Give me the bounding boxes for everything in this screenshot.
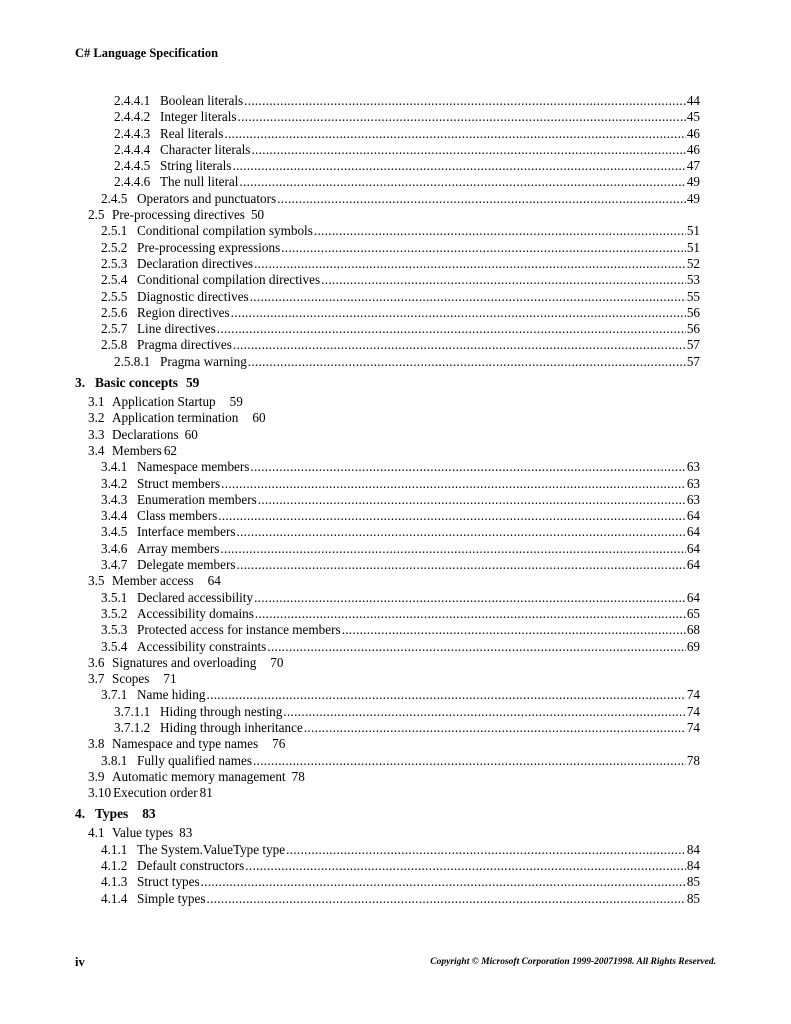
dot-leader: [250, 459, 685, 475]
dot-leader: [342, 622, 686, 638]
toc-entry-title: Delegate members: [137, 557, 236, 573]
toc-entry-number: 3.7.1.1: [114, 703, 151, 719]
toc-entry[interactable]: [0, 639, 700, 655]
toc-entry-title: Enumeration members: [137, 491, 257, 507]
dot-leader: [248, 354, 686, 370]
dot-leader: [239, 174, 685, 190]
toc-entry-title: Real literals: [160, 125, 224, 141]
toc-entry[interactable]: [0, 687, 700, 703]
toc-entry-title: Pre-processing expressions: [137, 239, 281, 255]
toc-entry-title: Boolean literals: [160, 93, 244, 108]
toc-entry[interactable]: [0, 720, 700, 736]
toc-entry[interactable]: [0, 427, 700, 443]
dot-leader: [224, 126, 685, 142]
toc-entry[interactable]: [0, 240, 700, 256]
toc-entry[interactable]: [0, 492, 700, 508]
toc-entry-number: 2.4.5: [101, 190, 128, 206]
toc-entry-page: 51: [686, 239, 700, 255]
toc-entry-page: 56: [686, 321, 700, 337]
toc-entry-number: 2.4.4.1: [114, 93, 151, 108]
dot-leader: [283, 704, 685, 720]
toc-entry-number: 4.1.1: [101, 841, 128, 857]
toc-entry-page: 50: [250, 207, 265, 223]
toc-entry-page: 84: [686, 858, 700, 874]
toc-entry-number: 4.1.3: [101, 874, 128, 890]
toc-entry[interactable]: [0, 272, 700, 288]
toc-entry-number: 2.5.3: [101, 255, 128, 271]
toc-entry[interactable]: [0, 459, 700, 475]
toc-entry-page: 63: [686, 459, 700, 475]
toc-entry-number: 3.4.7: [101, 557, 128, 573]
toc-entry[interactable]: [0, 337, 700, 353]
toc-entry-number: 4.1.4: [101, 890, 128, 906]
toc-entry-title: Region directives: [137, 304, 230, 320]
toc-entry-number: 4.1: [88, 825, 105, 841]
toc-entry-page: 60: [252, 410, 266, 426]
toc-entry-number: 2.5.8: [101, 337, 128, 353]
toc-entry-number: 3.2: [88, 410, 105, 426]
dot-leader: [254, 590, 686, 606]
toc-entry-page: 60: [184, 426, 198, 442]
toc-entry-title: Interface members: [137, 524, 236, 540]
toc-entry-page: 59: [229, 394, 243, 410]
dot-leader: [238, 109, 686, 125]
toc-entry[interactable]: [0, 891, 700, 907]
toc-entry-page: 55: [686, 288, 700, 304]
toc-entry-page: 64: [686, 524, 700, 540]
toc-entry[interactable]: [0, 476, 700, 492]
toc-entry-number: 3.4.1: [101, 459, 128, 475]
toc-entry[interactable]: [0, 842, 700, 858]
dot-leader: [254, 256, 686, 272]
toc-entry-title: Operators and punctuators: [137, 190, 277, 206]
toc-entry-title: Accessibility constraints: [137, 638, 267, 654]
toc-entry-number: 3.4.5: [101, 524, 128, 540]
dot-leader: [231, 305, 686, 321]
dot-leader: [277, 191, 686, 207]
toc-entry-page: 76: [272, 736, 286, 752]
toc-entry-number: 2.5.1: [101, 223, 128, 239]
toc-entry[interactable]: [0, 606, 700, 622]
toc-entry-page: 64: [207, 573, 221, 589]
toc-entry[interactable]: [0, 443, 700, 459]
toc-entry-number: 3.5.2: [101, 605, 128, 621]
toc-entry-title: The System.ValueType type: [137, 841, 286, 857]
toc-entry-page: 85: [686, 890, 700, 906]
dot-leader: [253, 753, 686, 769]
toc-entry[interactable]: [0, 785, 700, 801]
dot-leader: [218, 508, 686, 524]
dot-leader: [321, 272, 686, 288]
toc-entry-title: Integer literals: [160, 109, 237, 125]
toc-entry-number: 3.9: [88, 768, 105, 784]
toc-entry[interactable]: [0, 508, 700, 524]
toc-entry[interactable]: [0, 524, 700, 540]
toc-entry-page: 74: [686, 703, 700, 719]
toc-entry-page: 64: [686, 589, 700, 605]
toc-entry-page: 51: [686, 223, 700, 239]
toc-entry-title: Namespace members: [137, 459, 250, 475]
toc-entry[interactable]: [0, 126, 700, 142]
dot-leader: [236, 524, 685, 540]
toc-entry-number: 3.10: [88, 785, 112, 801]
toc-entry[interactable]: [0, 109, 700, 125]
page-number: iv: [75, 955, 85, 969]
toc-entry[interactable]: [0, 174, 700, 190]
toc-entry-title: Application termination: [112, 410, 239, 426]
toc-entry-page: 85: [686, 874, 700, 890]
dot-leader: [245, 858, 686, 874]
toc-entry-title: Value types: [112, 825, 174, 841]
toc-entry-title: Hiding through inheritance: [160, 719, 303, 735]
toc-entry-number: 3.8.1: [101, 752, 128, 768]
dot-leader: [201, 874, 686, 890]
toc-entry-title: Scopes: [112, 671, 150, 687]
toc-entry-page: 45: [686, 109, 700, 125]
toc-entry-number: 2.5.8.1: [114, 353, 151, 369]
toc-entry-title: The null literal: [160, 174, 239, 190]
toc-entry-number: 3.4.3: [101, 491, 128, 507]
toc-entry[interactable]: [0, 825, 700, 841]
toc-entry-title: Conditional compilation symbols: [137, 223, 313, 239]
dot-leader: [304, 720, 686, 736]
toc-entry-page: 71: [163, 671, 177, 687]
toc-entry-number: 3.5.1: [101, 589, 128, 605]
toc-entry-number: 2.5.6: [101, 304, 128, 320]
toc-entry-page: 83: [142, 806, 156, 822]
toc-entry-page: 84: [686, 841, 700, 857]
toc-entry[interactable]: [0, 874, 700, 890]
toc-entry[interactable]: [0, 321, 700, 337]
toc-entry[interactable]: [0, 557, 700, 573]
toc-entry-title: Struct types: [137, 874, 200, 890]
toc-entry-title: Declarations: [112, 426, 179, 442]
toc-entry-page: 70: [270, 654, 284, 670]
toc-entry-number: 3.8: [88, 736, 105, 752]
toc-entry-title: Character literals: [160, 141, 251, 157]
dot-leader: [233, 337, 686, 353]
dot-leader: [251, 142, 685, 158]
toc-entry-number: 2.5.4: [101, 272, 128, 288]
toc-entry[interactable]: [0, 655, 700, 671]
toc-entry-number: 3.7: [88, 671, 105, 687]
toc-entry-number: 4.: [75, 806, 86, 822]
toc-entry[interactable]: [0, 223, 700, 239]
toc-entry-number: 2.4.4.5: [114, 158, 151, 174]
toc-entry-page: 62: [163, 442, 177, 458]
toc-entry[interactable]: [0, 590, 700, 606]
dot-leader: [286, 842, 686, 858]
toc-entry-page: 46: [686, 141, 700, 157]
toc-entry-page: 64: [686, 540, 700, 556]
toc-entry-page: 69: [686, 638, 700, 654]
toc-entry-number: 3.7.1: [101, 687, 128, 703]
toc-entry-number: 2.4.4.6: [114, 174, 151, 190]
toc-entry-number: 3.5: [88, 573, 105, 589]
copyright-notice: Copyright © Microsoft Corporation 1999-20071998. All Rights Reserved.: [430, 957, 716, 967]
toc-entry-title: Declared accessibility: [137, 589, 254, 605]
toc-entry-title: Hiding through nesting: [160, 703, 283, 719]
toc-entry-number: 2.4.4.4: [114, 141, 151, 157]
toc-entry[interactable]: [0, 305, 700, 321]
dot-leader: [250, 289, 686, 305]
toc-entry-title: Fully qualified names: [137, 752, 253, 768]
toc-entry-title: Diagnostic directives: [137, 288, 249, 304]
toc-entry[interactable]: [0, 704, 700, 720]
toc-entry-title: Member access: [112, 573, 194, 589]
running-header: C# Language Specification: [75, 46, 219, 60]
toc-entry-page: 64: [686, 557, 700, 573]
toc-entry-page: 52: [686, 255, 700, 271]
toc-entry-title: Declaration directives: [137, 255, 254, 271]
toc-entry-number: 3.4.4: [101, 508, 128, 524]
toc-entry-page: 56: [686, 304, 700, 320]
toc-entry-title: Types: [95, 806, 129, 822]
toc-entry-title: Pre-processing directives: [112, 207, 245, 223]
toc-entry[interactable]: [0, 142, 700, 158]
toc-entry[interactable]: [0, 573, 700, 589]
toc-entry-number: 2.5.7: [101, 321, 128, 337]
dot-leader: [255, 606, 686, 622]
toc-entry-page: 46: [686, 125, 700, 141]
toc-entry-title: Line directives: [137, 321, 216, 337]
toc-entry-page: 78: [686, 752, 700, 768]
toc-entry-number: 3.5.4: [101, 638, 128, 654]
toc-entry-page: 59: [185, 375, 200, 391]
toc-entry-page: 64: [686, 508, 700, 524]
toc-entry-number: 3.3: [88, 426, 105, 442]
toc-entry-page: 49: [686, 174, 700, 190]
dot-leader: [281, 240, 686, 256]
toc-entry-page: 49: [686, 190, 700, 206]
toc-entry[interactable]: [0, 736, 700, 752]
toc-entry[interactable]: [0, 93, 700, 109]
toc-entry[interactable]: [0, 541, 700, 557]
toc-entry-page: 44: [686, 93, 700, 108]
toc-entry-number: 3.: [75, 375, 86, 391]
toc-entry-title: Class members: [137, 508, 218, 524]
toc-entry-page: 74: [686, 687, 700, 703]
toc-entry-title: Execution order: [113, 785, 198, 801]
toc-entry-page: 47: [686, 158, 700, 174]
toc-entry-title: Accessibility domains: [137, 605, 254, 621]
toc-entry-number: 2.4.4.3: [114, 125, 151, 141]
toc-entry-title: String literals: [160, 158, 232, 174]
toc-entry[interactable]: [0, 410, 700, 426]
dot-leader: [217, 321, 686, 337]
toc-entry-number: 4.1.2: [101, 858, 128, 874]
toc-entry[interactable]: [0, 671, 700, 687]
toc-entry-page: 63: [686, 475, 700, 491]
dot-leader: [267, 639, 686, 655]
toc-entry-page: 57: [686, 337, 700, 353]
toc-entry[interactable]: [0, 858, 700, 874]
toc-entry-title: Pragma warning: [160, 353, 247, 369]
toc-entry-title: Simple types: [137, 890, 206, 906]
toc-entry-page: 74: [686, 719, 700, 735]
toc-entry-page: 81: [199, 785, 213, 801]
dot-leader: [207, 687, 686, 703]
toc-entry[interactable]: [0, 394, 700, 410]
toc-entry-number: 3.4: [88, 442, 105, 458]
toc-entry-title: Conditional compilation directives: [137, 272, 321, 288]
toc-entry[interactable]: [0, 256, 700, 272]
toc-entry-title: Default constructors: [137, 858, 245, 874]
toc-entry-title: Application Startup: [112, 394, 216, 410]
toc-entry-page: 63: [686, 491, 700, 507]
toc-entry-title: Struct members: [137, 475, 221, 491]
toc-entry[interactable]: [0, 191, 700, 207]
toc-entry-number: 3.5.3: [101, 622, 128, 638]
toc-entry-page: 78: [291, 768, 305, 784]
dot-leader: [314, 223, 686, 239]
dot-leader: [258, 492, 686, 508]
dot-leader: [220, 541, 685, 557]
toc-entry-title: Basic concepts: [95, 375, 178, 391]
toc-entry-number: 3.1: [88, 394, 105, 410]
toc-entry[interactable]: [0, 622, 700, 638]
toc-chapter-entry[interactable]: [0, 374, 700, 392]
toc-entry-number: 2.5.2: [101, 239, 128, 255]
toc-entry-number: 2.4.4.2: [114, 109, 151, 125]
toc-entry-number: 3.4.6: [101, 540, 128, 556]
toc-entry-title: Namespace and type names: [112, 736, 259, 752]
toc-entry-page: 83: [179, 825, 193, 841]
dot-leader: [232, 158, 685, 174]
toc-entry-number: 2.5.5: [101, 288, 128, 304]
toc-entry-title: Automatic memory management: [112, 768, 286, 784]
dot-leader: [237, 557, 686, 573]
toc-entry-number: 2.5: [88, 207, 105, 223]
dot-leader: [221, 476, 686, 492]
toc-entry[interactable]: [0, 289, 700, 305]
dot-leader: [244, 93, 686, 109]
toc-entry[interactable]: [0, 769, 700, 785]
toc-entry-title: Members: [112, 442, 162, 458]
dot-leader: [207, 891, 686, 907]
toc-entry-title: Protected access for instance members: [137, 622, 341, 638]
toc-chapter-entry[interactable]: [0, 805, 700, 823]
toc-entry-page: 57: [686, 353, 700, 369]
table-of-contents: [0, 93, 791, 907]
toc-entry-title: Array members: [137, 540, 220, 556]
toc-entry[interactable]: [0, 354, 700, 370]
toc-entry-page: 65: [686, 605, 700, 621]
toc-entry-page: 53: [686, 272, 700, 288]
toc-entry-number: 3.4.2: [101, 475, 128, 491]
toc-entry-title: Pragma directives: [137, 337, 232, 353]
toc-entry[interactable]: [0, 753, 700, 769]
toc-entry-title: Name hiding: [137, 687, 206, 703]
toc-entry-number: 3.6: [88, 654, 105, 670]
toc-entry-title: Signatures and overloading: [112, 654, 257, 670]
toc-entry-number: 3.7.1.2: [114, 719, 151, 735]
toc-entry-page: 68: [686, 622, 700, 638]
toc-entry[interactable]: [0, 158, 700, 174]
toc-entry[interactable]: [0, 207, 700, 223]
